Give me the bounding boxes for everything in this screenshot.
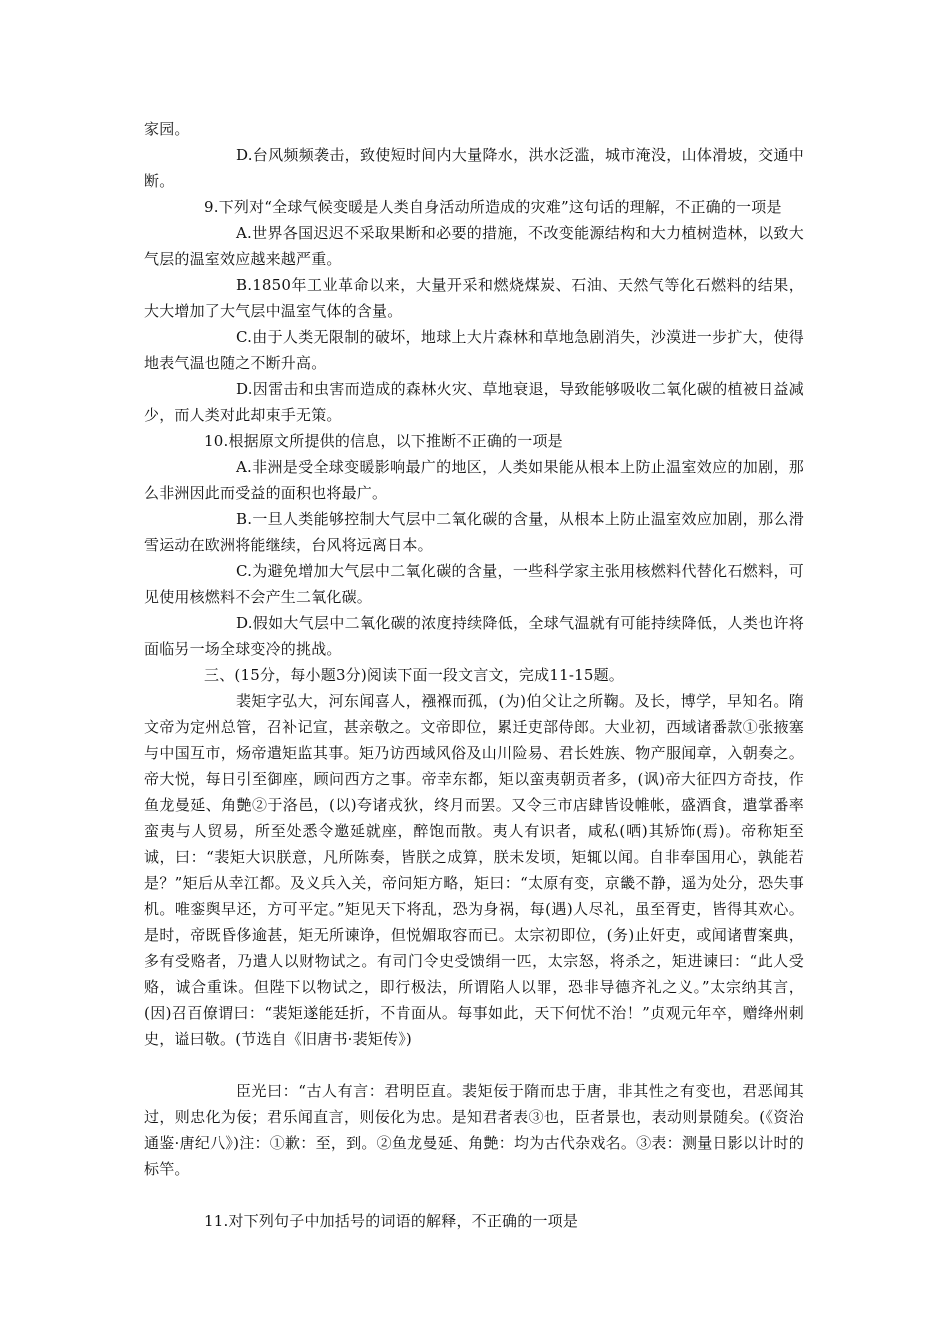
line-continuation: 家园。 [144, 120, 190, 138]
classical-passage: 裴矩字弘大，河东闻喜人，襁褓而孤，(为)伯父让之所鞠。及长，博学，早知名。隋文帝为定州总管，召补记宣，甚亲敬之。文帝即位，累迁吏部侍郎。大业初，西域诸番款①张掖塞与中国互市，炀帝遣矩监其事。矩乃访西域风俗及山川险易、君长姓族、物产服闻章，入朝奏之。帝大悦，每日引至御座，顾问西方之事。帝幸东都，矩以蛮夷朝贡者多，(讽)帝大征四方奇技，作鱼龙曼延、角艶②于洛邑，(以)夸诸戎狄，终月而罢。又令三市店肆皆设帷帐，盛酒食，遣掌番率蛮夷与人贸易，所至处悉令邀延就座，醉饱而散。夷人有识者，咸私(哂)其矫饰(焉)。帝称矩至诚，曰：“裴矩大识朕意，凡所陈奏，皆朕之成算，朕未发顷，矩辄以闻。自非奉国用心，孰能若是？”矩后从幸江都。及义兵入关，帝问矩方略，矩曰：“太原有变，京畿不静，遥为处分，恐失事机。唯銮舆早还，方可平定。”矩见天下将乱，恐为身祸，每(遇)人尽礼，虽至胥吏，皆得其欢心。是时，帝既昏侈逾甚，矩无所谏诤，但悦媚取容而已。太宗初即位，(务)止奸吏，或闻诸曹案典，多有受赂者，乃遣人以财物试之。有司门令史受馈绢一匹，太宗怒，将杀之，矩进谏曰：“此人受赂，诚合重诛。但陛下以物试之，即行极法，所谓陷人以罪，恐非导德齐礼之义。”太宗纳其言，(因)召百僚谓曰：“裴矩遂能廷折，不肯面从。每事如此，天下何忧不治！”贞观元年卒，赠绛州刺史，谥曰敬。(节选自《旧唐书·裴矩传》) [144, 692, 804, 1048]
option-9b: B.1850年工业革命以来，大量开采和燃烧煤炭、石油、天然气等化石燃料的结果，大大增加了大气层中温室气体的含量。 [144, 276, 804, 320]
document-body [144, 116, 804, 1234]
commentary-passage: 臣光曰：“古人有言：君明臣直。裴矩佞于隋而忠于唐，非其性之有变也，君恶闻其过，则忠化为佞；君乐闻直言，则佞化为忠。是知君者表③也，臣者景也，表动则景随矣。(《资治通鉴·唐纪八》)注：①歉：至，到。②鱼龙曼延、角艶：均为古代杂戏名。③表：测量日影以计时的标竿。 [144, 1082, 804, 1178]
option-10b: B.一旦人类能够控制大气层中二氧化碳的含量，从根本上防止温室效应加剧，那么滑雪运动在欧洲将能继续，台风将远离日本。 [144, 510, 804, 554]
question-11: 11.对下列句子中加括号的词语的解释，不正确的一项是 [204, 1212, 579, 1230]
option-9d: D.因雷击和虫害而造成的森林火灾、草地衰退，导致能够吸收二氧化碳的植被日益减少，而人类对此却束手无策。 [144, 380, 804, 424]
option-9a: A.世界各国迟迟不采取果断和必要的措施，不改变能源结构和大力植树造林，以致大气层的温室效应越来越严重。 [144, 224, 804, 268]
spacer [144, 1182, 804, 1208]
question-10: 10.根据原文所提供的信息，以下推断不正确的一项是 [204, 432, 563, 450]
option-10c: C.为避免增加大气层中二氧化碳的含量，一些科学家主张用核燃料代替化石燃料，可见使用核燃料不会产生二氧化碳。 [144, 562, 804, 606]
question-9: 9.下列对“全球气候变暖是人类自身活动所造成的灾难”这句话的理解，不正确的一项是 [204, 198, 782, 216]
spacer [144, 1052, 804, 1078]
option-9c: C.由于人类无限制的破坏，地球上大片森林和草地急剧消失，沙漠进一步扩大，使得地表气温也随之不断升高。 [144, 328, 804, 372]
option-8d: D.台风频频袭击，致使短时间内大量降水，洪水泛滥，城市淹没，山体滑坡，交通中断。 [144, 146, 804, 190]
section-3-heading: 三、(15分，每小题3分)阅读下面一段文言文，完成11-15题。 [204, 666, 624, 684]
option-10d: D.假如大气层中二氧化碳的浓度持续降低，全球气温就有可能持续降低，人类也许将面临另一场全球变冷的挑战。 [144, 614, 804, 658]
option-10a: A.非洲是受全球变暖影响最广的地区，人类如果能从根本上防止温室效应的加剧，那么非洲因此而受益的面积也将最广。 [144, 458, 804, 502]
